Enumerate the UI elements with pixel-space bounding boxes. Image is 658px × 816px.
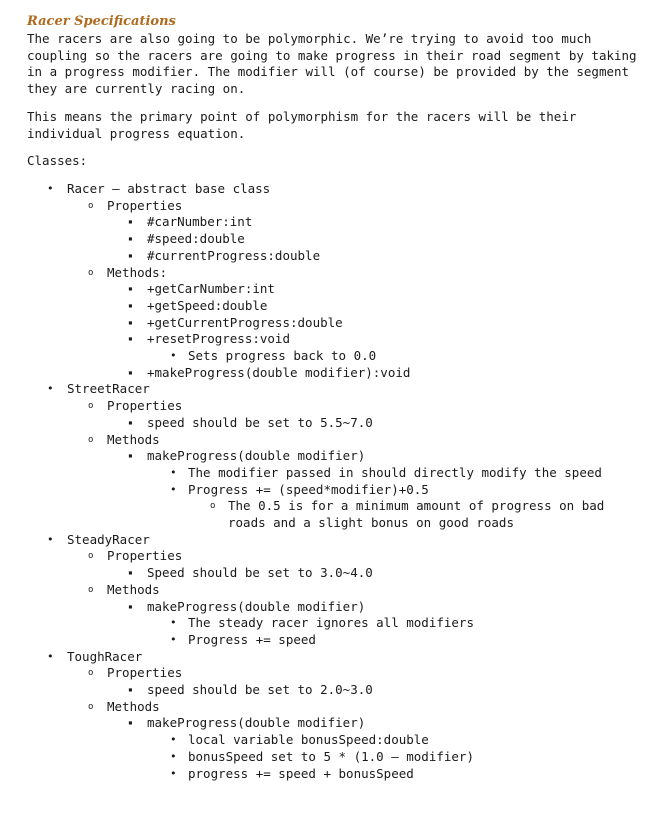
outline-item: local variable bonusSpeed:double [188,732,429,748]
poly-line: This means the primary point of polymorphism for the racers will be their [27,109,577,124]
square-bullet-icon: ▪ [128,234,133,244]
disc-bullet-icon: • [47,182,54,195]
outline-item: Methods [107,581,160,597]
outline-item: #speed:double [147,231,245,247]
outline-item: ToughRacer [67,648,143,664]
outline-item: makeProgress(double modifier) [147,715,366,731]
outline-item: Methods: [107,264,168,280]
intro-line: in a progress modifier. The modifier will (of course) be provided by the segment [27,64,630,80]
square-bullet-icon: ▪ [128,300,133,310]
square-bullet-icon: ▪ [128,217,133,227]
square-bullet-icon: ▪ [128,568,133,578]
disc-bullet-icon: • [170,616,177,630]
outline-item: makeProgress(double modifier) [147,598,366,614]
outline-item: The modifier passed in should directly modify the speed [188,464,602,480]
classes-label: Classes: [27,153,88,168]
outline-item: Methods [107,698,160,714]
circle-bullet-icon: o [88,267,94,278]
disc-bullet-icon: • [170,349,177,362]
disc-bullet-icon: • [170,632,177,646]
square-bullet-icon: ▪ [128,601,133,611]
circle-bullet-icon: o [88,701,94,712]
outline-item: The steady racer ignores all modifiers [188,615,474,631]
disc-bullet-icon: • [170,482,177,496]
square-bullet-icon: ▪ [128,367,133,377]
outline-item: The 0.5 is for a minimum amount of progress on bad [228,498,605,514]
square-bullet-icon: ▪ [128,284,133,294]
outline-item: StreetRacer [67,381,150,397]
square-bullet-icon: ▪ [128,685,133,694]
outline-item: Properties [107,398,183,414]
outline-item: +getCarNumber:int [147,281,275,297]
circle-bullet-icon: o [88,401,94,412]
disc-bullet-icon: • [47,532,54,546]
disc-bullet-icon: • [170,465,177,479]
outline-item: Methods [107,431,160,447]
outline-item: +makeProgress(double modifier):void [147,364,411,380]
poly-line: individual progress equation. [27,125,246,141]
square-bullet-icon: ▪ [128,317,133,327]
outline-item: Properties [107,665,183,681]
circle-bullet-icon: o [88,584,94,595]
circle-bullet-icon: o [88,551,94,562]
outline-item: makeProgress(double modifier) [147,448,366,464]
polymorphism-paragraph [27,109,576,142]
circle-bullet-icon: o [88,668,94,679]
circle-bullet-icon: o [88,200,94,211]
square-bullet-icon: ▪ [128,417,133,427]
disc-bullet-icon: • [47,382,54,396]
outline-item: +resetProgress:void [147,331,290,347]
intro-line: they are currently racing on. [27,81,246,97]
outline-item: bonusSpeed set to 5 * (1.0 – modifier) [188,748,474,764]
square-bullet-icon: ▪ [128,451,133,461]
outline-item: roads and a slight bonus on good roads [228,515,514,530]
outline-item: progress += speed + bonusSpeed [188,765,414,781]
disc-bullet-icon: • [170,749,177,763]
outline-item: Properties [107,197,183,213]
outline-item: Racer – abstract base class [67,181,271,196]
outline-item: speed should be set to 2.0~3.0 [147,682,373,697]
intro-paragraph [27,31,637,98]
outline-item: Properties [107,548,183,564]
square-bullet-icon: ▪ [128,718,133,728]
disc-bullet-icon: • [170,733,177,747]
disc-bullet-icon: • [170,766,177,780]
square-bullet-icon: ▪ [128,250,133,260]
outline-item: #carNumber:int [147,214,253,230]
outline-item: Sets progress back to 0.0 [188,348,377,363]
outline-item: #currentProgress:double [147,247,321,263]
section-heading: Racer Specifications [27,14,176,29]
intro-line: The racers are also going to be polymorphic. We’re trying to avoid too much [27,31,592,46]
outline-item: Progress += (speed*modifier)+0.5 [188,481,429,497]
outline-item: speed should be set to 5.5~7.0 [147,414,373,430]
disc-bullet-icon: • [47,649,54,663]
intro-line: coupling so the racers are going to make progress in their road segment by taking [27,47,637,63]
outline-item: +getSpeed:double [147,297,268,313]
outline-item: SteadyRacer [67,531,150,547]
circle-bullet-icon: o [88,434,94,445]
circle-bullet-icon: o [210,501,216,512]
outline-item: Progress += speed [188,631,316,647]
outline-item: +getCurrentProgress:double [147,314,343,330]
outline-item: Speed should be set to 3.0~4.0 [147,565,373,581]
square-bullet-icon: ▪ [128,334,133,344]
